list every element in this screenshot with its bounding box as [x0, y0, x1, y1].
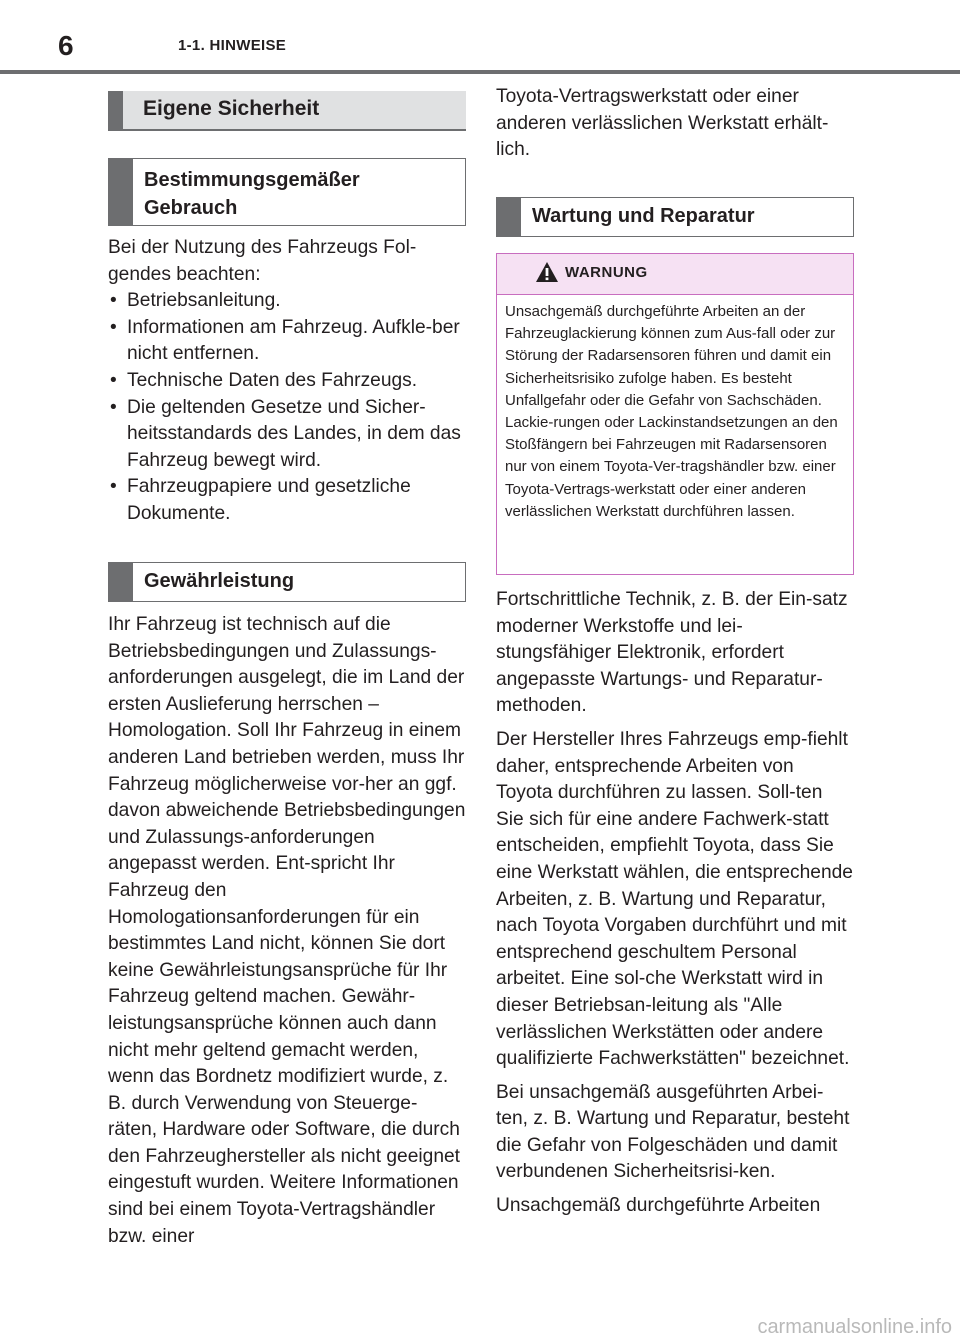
warning-box	[496, 253, 854, 575]
maintenance-paragraph-4: Unsachgemäß durchgeführte Arbeiten	[496, 1195, 821, 1217]
heading-bar	[108, 91, 123, 129]
warning-text: Unsachgemäß durchgeführte Arbeiten an der Fahrzeuglackierung können zum Aus-fall oder zur Störung der Radarsensoren führen und damit ein Sicherheitsrisiko zufolge haben. Es besteht Unfallgefahr oder die Gefahr von Sachschäden. Lackie-rungen oder Lackinstandsetzungen an den Stoßfängern bei Fahrzeugen mit Radarsensoren nur von einem Toyota-Ver-tragshändler bzw. einer Toyota-Vertrags-werkstatt oder einer anderen verlässlichen Werkstatt durchführen lassen.	[505, 303, 838, 520]
list-item: • Technische Daten des Fahrzeugs.	[108, 368, 466, 395]
continuation-paragraph: Toyota-Vertragswerkstatt oder einer anderen verlässlichen Werkstatt erhält-lich.	[496, 86, 829, 161]
subheading-line-2: Gebrauch	[144, 197, 238, 219]
subheading-text: Gewährleistung	[144, 570, 295, 592]
subheading-bar	[109, 159, 133, 225]
header-divider	[0, 70, 960, 74]
subheading-bestimmungsgemaesser-gebrauch	[108, 158, 466, 226]
warning-header	[497, 254, 853, 295]
subheading-bar	[109, 563, 133, 601]
maintenance-paragraph-1: Fortschrittliche Technik, z. B. der Ein-satz moderner Werkstoffe und lei-stungsfähiger Elektronik, erfordert angepasste Wartungs- und Reparatur-methoden.	[496, 589, 848, 717]
subheading-gewaehrleistung	[108, 562, 466, 602]
subheading-text	[144, 166, 360, 222]
usage-intro: Bei der Nutzung des Fahrzeugs Fol-gendes beachten:	[108, 237, 417, 285]
list-item: • Die geltenden Gesetze und Sicher-heitsstandards des Landes, in dem das Fahrzeug bewegt wird.	[108, 395, 466, 475]
usage-bullet-list	[108, 288, 466, 527]
heading-eigene-sicherheit	[108, 91, 466, 131]
maintenance-section	[496, 587, 854, 1220]
maintenance-paragraph-3: Bei unsachgemäß ausgeführten Arbei-ten, z. B. Wartung und Reparatur, besteht die Gefahr von Folgeschäden und damit verbundenen Sicherheitsrisi-ken.	[496, 1081, 850, 1183]
warranty-section	[108, 612, 466, 1250]
warning-title: WARNUNG	[565, 264, 648, 281]
warning-triangle-icon	[535, 261, 559, 283]
list-item: • Informationen am Fahrzeug. Aufkle-ber nicht entfernen.	[108, 315, 466, 368]
list-item: • Fahrzeugpapiere und gesetzliche Dokumente.	[108, 474, 466, 527]
continuation-section	[496, 84, 854, 164]
heading-text: Eigene Sicherheit	[143, 97, 320, 120]
warranty-paragraph: Ihr Fahrzeug ist technisch auf die Betriebsbedingungen und Zulassungs-anforderungen ausgelegt, die im Land der ersten Auslieferung herrschen – Homologation. Soll Ihr Fahrzeug in einem anderen Land betrieben werden, muss Ihr Fahrzeug möglicherweise vor-her an ggf. davon abweichende Betriebsbedingungen und Zulassungs-anforderungen angepasst werden. Ent-spricht Ihr Fahrzeug den Homologationsanforderungen für ein bestimmtes Land nicht, können Sie dort keine Gewährleistungsansprüche für Ihr Fahrzeug geltend machen. Gewähr-leistungsansprüche können auch dann nicht mehr geltend gemacht werden, wenn das Bordnetz modifiziert wurde, z. B. durch Verwendung von Steuerge-räten, Hardware oder Software, die durch den Fahrzeughersteller als nicht geeignet eingestuft wurden. Weitere Informationen sind bei einem Toyota-Vertragshändler bzw. einer	[108, 614, 466, 1247]
page-number: 6	[58, 30, 74, 61]
subheading-text: Wartung und Reparatur	[532, 205, 755, 227]
usage-section	[108, 235, 466, 528]
list-item: • Betriebsanleitung.	[108, 288, 466, 315]
subheading-wartung-und-reparatur	[496, 197, 854, 237]
subheading-line-1: Bestimmungsgemäßer	[144, 169, 360, 191]
section-title: 1-1. HINWEISE	[178, 37, 287, 54]
watermark: carmanualsonline.info	[757, 1316, 952, 1338]
maintenance-paragraph-2: Der Hersteller Ihres Fahrzeugs emp-fiehlt daher, entsprechende Arbeiten von Toyota durchführen zu lassen. Soll-ten Sie sich für eine andere Fachwerk-statt entscheiden, empfiehlt Toyota, dass Sie eine Werkstatt wählen, die entsprechende Arbeiten, z. B. Wartung und Reparatur, nach Toyota Vorgaben durchführt und mit entsprechend geschultem Personal arbeitet. Eine sol-che Werkstatt wird in dieser Betriebsan-leitung als "Alle verlässlichen Werkstätten oder andere qualifizierte Fachwerkstätten" bezeichnet.	[496, 728, 853, 1070]
subheading-bar	[497, 198, 521, 236]
